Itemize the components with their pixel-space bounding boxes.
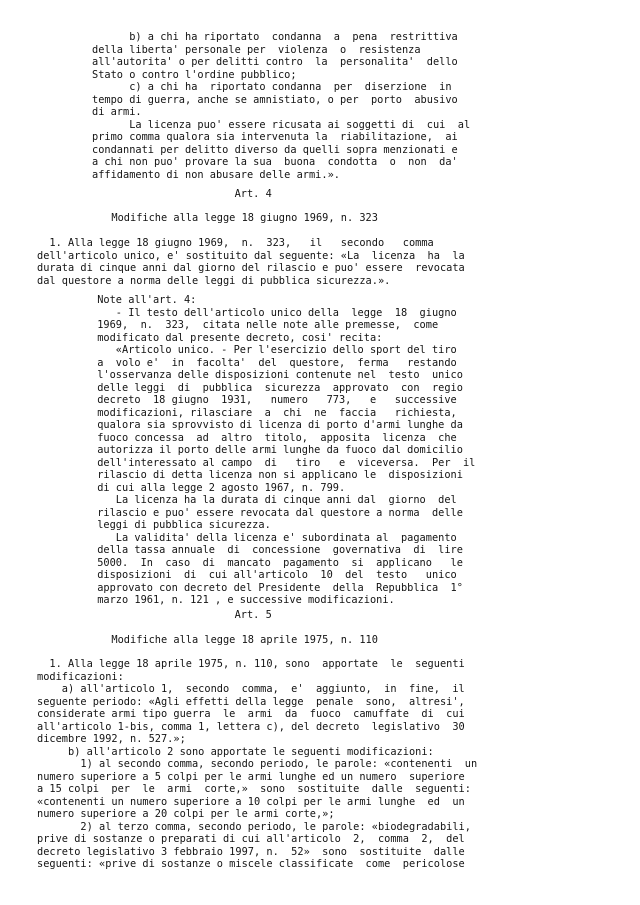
article-title: Modifiche alla legge 18 giugno 1969, n. 323 bbox=[37, 212, 378, 224]
text-line: affidamento di non abusare delle armi.». bbox=[92, 168, 340, 181]
text-line: «contenenti un numero superiore a 10 colpi per le armi lunghe ed un bbox=[37, 795, 465, 808]
text-line: durata di cinque anni dal giorno del rilascio e puo' essere revocata bbox=[37, 262, 465, 274]
text-line: prive di sostanze o preparati di cui all'articolo 2, comma 2, del bbox=[37, 833, 465, 845]
text-line: di cui alla legge 2 agosto 1967, n. 799. bbox=[29, 481, 346, 494]
text-line: a volo e' in facolta' del questore, ferma restando bbox=[29, 356, 457, 369]
text-line: marzo 1961, n. 121 , e successive modificazioni. bbox=[29, 594, 395, 606]
text-line: di armi. bbox=[92, 106, 142, 118]
text-line: 1) al secondo comma, secondo periodo, le parole: «contenenti un bbox=[37, 758, 478, 770]
text-line: autorizza il porto delle armi lunghe da fuoco dal domicilio bbox=[29, 444, 463, 456]
text-line: rilascio e puo' essere revocata dal questore a norma delle bbox=[29, 506, 463, 519]
text-line: della liberta' personale per violenza o resistenza bbox=[92, 43, 421, 56]
text-line: a 15 colpi per le armi corte,» sono sostituite dalle seguenti: bbox=[37, 783, 471, 795]
text-line: dal questore a norma delle leggi di pubblica sicurezza.». bbox=[37, 274, 391, 287]
text-line: numero superiore a 5 colpi per le armi lunghe ed un numero superiore bbox=[37, 770, 465, 783]
text-line: a chi non puo' provare la sua buona condotta o non da' bbox=[92, 156, 458, 168]
text-line: modificazioni, rilasciare a chi ne faccia richiesta, bbox=[29, 406, 457, 419]
text-line: delle leggi di pubblica sicurezza approvato con regio bbox=[29, 381, 463, 394]
text-line: rilascio di detta licenza non si applicano le disposizioni bbox=[29, 469, 463, 481]
text-line: approvato con decreto del Presidente della Repubblica 1° bbox=[29, 581, 463, 594]
text-line: La licenza ha la durata di cinque anni dal giorno del bbox=[29, 494, 457, 506]
text-line: all'articolo 1-bis, comma 1, lettera c), del decreto legislativo 30 bbox=[37, 720, 465, 733]
article-heading: Art. 4 bbox=[92, 187, 272, 200]
text-line: a) all'articolo 1, secondo comma, e' aggiunto, in fine, il bbox=[37, 683, 465, 695]
text-line: dicembre 1992, n. 527.»; bbox=[37, 733, 186, 745]
article-heading: Art. 5 bbox=[92, 609, 272, 621]
text-line: numero superiore a 20 colpi per le armi corte,»; bbox=[37, 808, 335, 820]
text-line: fuoco concessa ad altro titolo, apposita licenza che bbox=[29, 431, 457, 444]
text-line: l'osservanza delle disposizioni contenute nel testo unico bbox=[29, 369, 463, 381]
text-line: 1969, n. 323, citata nelle note alle premesse, come bbox=[29, 319, 439, 331]
text-line: decreto legislativo 3 febbraio 1997, n. 52» sono sostituite dalle bbox=[37, 845, 465, 858]
note-heading: Note all'art. 4: bbox=[29, 294, 197, 306]
text-line: dell'interessato al campo di tiro e viceversa. Per il bbox=[29, 456, 476, 469]
text-line: c) a chi ha riportato condanna per diserzione in bbox=[92, 81, 452, 93]
text-line: leggi di pubblica sicurezza. bbox=[29, 519, 271, 531]
text-line: tempo di guerra, anche se amnistiato, o per porto abusivo bbox=[92, 93, 458, 106]
text-line: seguente periodo: «Agli effetti della legge penale sono, altresi', bbox=[37, 695, 465, 708]
text-line: b) a chi ha riportato condanna a pena restrittiva bbox=[92, 31, 458, 43]
text-line: della tassa annuale di concessione governativa di lire bbox=[29, 544, 463, 556]
text-line: considerate armi tipo guerra le armi da fuoco camuffate di cui bbox=[37, 708, 465, 720]
article-title: Modifiche alla legge 18 aprile 1975, n. 110 bbox=[37, 633, 378, 646]
text-line: qualora sia sprovvisto di licenza di porto d'armi lunghe da bbox=[29, 419, 463, 431]
text-line: decreto 18 giugno 1931, numero 773, e successive bbox=[29, 394, 457, 406]
text-line: 1. Alla legge 18 aprile 1975, n. 110, sono apportate le seguenti bbox=[37, 658, 465, 670]
text-line: b) all'articolo 2 sono apportate le seguenti modificazioni: bbox=[37, 745, 434, 758]
text-line: 1. Alla legge 18 giugno 1969, n. 323, il secondo comma bbox=[37, 237, 434, 249]
text-line: condannati per delitto diverso da quelli sopra menzionati e bbox=[92, 143, 458, 156]
text-line: La licenza puo' essere ricusata ai soggetti di cui al bbox=[92, 118, 471, 131]
text-line: La validita' della licenza e' subordinata al pagamento bbox=[29, 531, 457, 544]
text-line: all'autorita' o per delitti contro la personalita' dello bbox=[92, 56, 458, 68]
text-line: disposizioni di cui all'articolo 10 del testo unico bbox=[29, 569, 457, 581]
text-line: modificazioni: bbox=[37, 670, 124, 683]
text-line: 5000. In caso di mancato pagamento si applicano le bbox=[29, 556, 463, 569]
text-line: Stato o contro l'ordine pubblico; bbox=[92, 68, 297, 81]
text-line: 2) al terzo comma, secondo periodo, le parole: «biodegradabili, bbox=[37, 820, 471, 833]
text-line: dell'articolo unico, e' sostituito dal seguente: «La licenza ha la bbox=[37, 249, 465, 262]
text-line: «Articolo unico. - Per l'esercizio dello sport del tiro bbox=[29, 344, 457, 356]
text-line: modificato dal presente decreto, cosi' recita: bbox=[29, 331, 383, 344]
text-line: seguenti: «prive di sostanze o miscele classificate come pericolose bbox=[37, 858, 465, 870]
text-line: primo comma qualora sia intervenuta la riabilitazione, ai bbox=[92, 131, 458, 143]
text-line: - Il testo dell'articolo unico della legge 18 giugno bbox=[29, 306, 457, 319]
